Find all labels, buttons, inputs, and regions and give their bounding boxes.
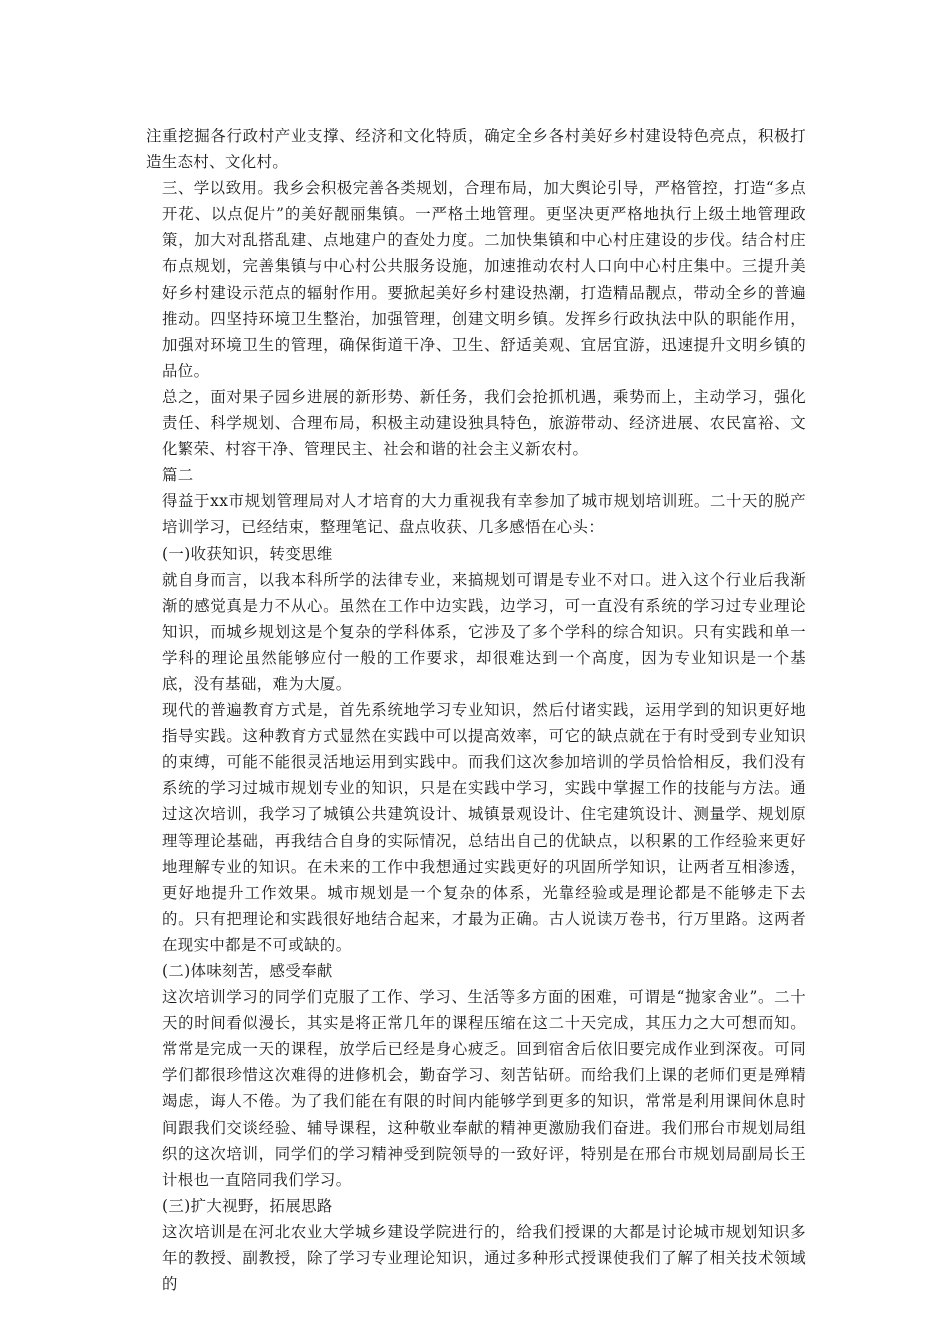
paragraph-2: 三、学以致用。我乡会积极完善各类规划，合理布局，加大舆论引导，严格管控，打造“多点开花、以点促片”的美好靓丽集镇。一严格土地管理。更坚决更严格地执行上级土地管理政策，加大对乱搭乱建、点地建户的查处力度。二加快集镇和中心村庄建设的步伐。结合村庄布点规划，完善集镇与中心村公共服务设施，加速推动农村人口向中心村庄集中。三提升美好乡村建设示范点的辐射作用。要掀起美好乡村建设热潮，打造精品靓点，带动全乡的普遍推动。四坚持环境卫生整治，加强管理，创建文明乡镇。发挥乡行政执法中队的职能作用，加强对环境卫生的管理，确保街道干净、卫生、舒适美观、宜居宜游，迅速提升文明乡镇的品位。 <box>162 179 806 380</box>
document-body <box>146 123 806 1297</box>
paragraph-1: 注重挖掘各行政村产业支撑、经济和文化特质，确定全乡各村美好乡村建设特色亮点，积极打造生态村、文化村。 <box>146 127 806 172</box>
subheading-3: (三)扩大视野，拓展思路 <box>162 1196 333 1215</box>
subheading-2: (二)体味刻苦，感受奉献 <box>162 962 333 980</box>
paragraph-3: 总之，面对果子园乡进展的新形势、新任务，我们会抢抓机遇，乘势而上，主动学习，强化责任、科学规划、合理布局，积极主动建设独具特色，旅游带动、经济进展、农民富裕、文化繁荣、村容干净、管理民主、社会和谐的社会主义新农村。 <box>162 387 806 459</box>
section-heading-part-two: 篇二 <box>162 466 194 485</box>
paragraph-5: 现代的普遍教育方式是，首先系统地学习专业知识，然后付诸实践，运用学到的知识更好地指导实践。这种教育方式显然在实践中可以提高效率，可它的缺点就在于有时受到专业知识的束缚，可能不能很灵活地运用到实践中。而我们这次参加培训的学员恰恰相反，我们没有系统的学习过城市规划专业的知识，只是在实践中学习，实践中掌握工作的技能与方法。通过这次培训，我学习了城镇公共建筑设计、城镇景观设计、住宅建筑设计、测量学、规划原理等理论基础，再我结合自身的实际情况，总结出自己的优缺点，以积累的工作经验来更好地理解专业的知识。在未来的工作中我想通过实践更好的巩固所学知识，让两者互相渗透，更好地提升工作效果。城市规划是一个复杂的体系，光靠经验或是理论都是不能够走下去的。只有把理论和实践很好地结合起来，才最为正确。古人说读万卷书，行万里路。这两者在现实中都是不可或缺的。 <box>162 701 806 954</box>
paragraph-7: 这次培训是在河北农业大学城乡建设学院进行的，给我们授课的大都是讨论城市规划知识多年的教授、副教授，除了学习专业理论知识，通过多种形式授课使我们了解了相关技术领域的 <box>162 1222 806 1294</box>
paragraph-intro: 得益于xx市规划管理局对人才培育的大力重视我有幸参加了城市规划培训班。二十天的脱产培训学习，已经结束，整理笔记、盘点收获、几多感悟在心头： <box>162 492 806 537</box>
paragraph-6: 这次培训学习的同学们克服了工作、学习、生活等多方面的困难，可谓是“抛家舍业”。二十天的时间看似漫长，其实是将正常几年的课程压缩在这二十天完成，其压力之大可想而知。常常是完成一天的课程，放学后已经是身心疲乏。回到宿舍后依旧要完成作业到深夜。可同学们都很珍惜这次难得的进修机会，勤奋学习、刻苦钻研。而给我们上课的老师们更是殚精竭虑，诲人不倦。为了我们能在有限的时间内能够学到更多的知识，常常是利用课间休息时间跟我们交谈经验、辅导课程，这种敬业奉献的精神更激励我们奋进。我们邢台市规划局组织的这次培训，同学们的学习精神受到院领导的一致好评，特别是在邢台市规划局副局长王计根也一直陪同我们学习。 <box>162 988 806 1189</box>
subheading-1: (一)收获知识，转变思维 <box>162 544 333 563</box>
paragraph-4: 就自身而言，以我本科所学的法律专业，来搞规划可谓是专业不对口。进入这个行业后我渐渐的感觉真是力不从心。虽然在工作中边实践，边学习，可一直没有系统的学习过专业理论知识，而城乡规划这是个复杂的学科体系，它涉及了多个学科的综合知识。只有实践和单一学科的理论虽然能够应付一般的工作要求，却很难达到一个高度，因为专业知识是一个基底，没有基础，难为大厦。 <box>162 570 806 693</box>
